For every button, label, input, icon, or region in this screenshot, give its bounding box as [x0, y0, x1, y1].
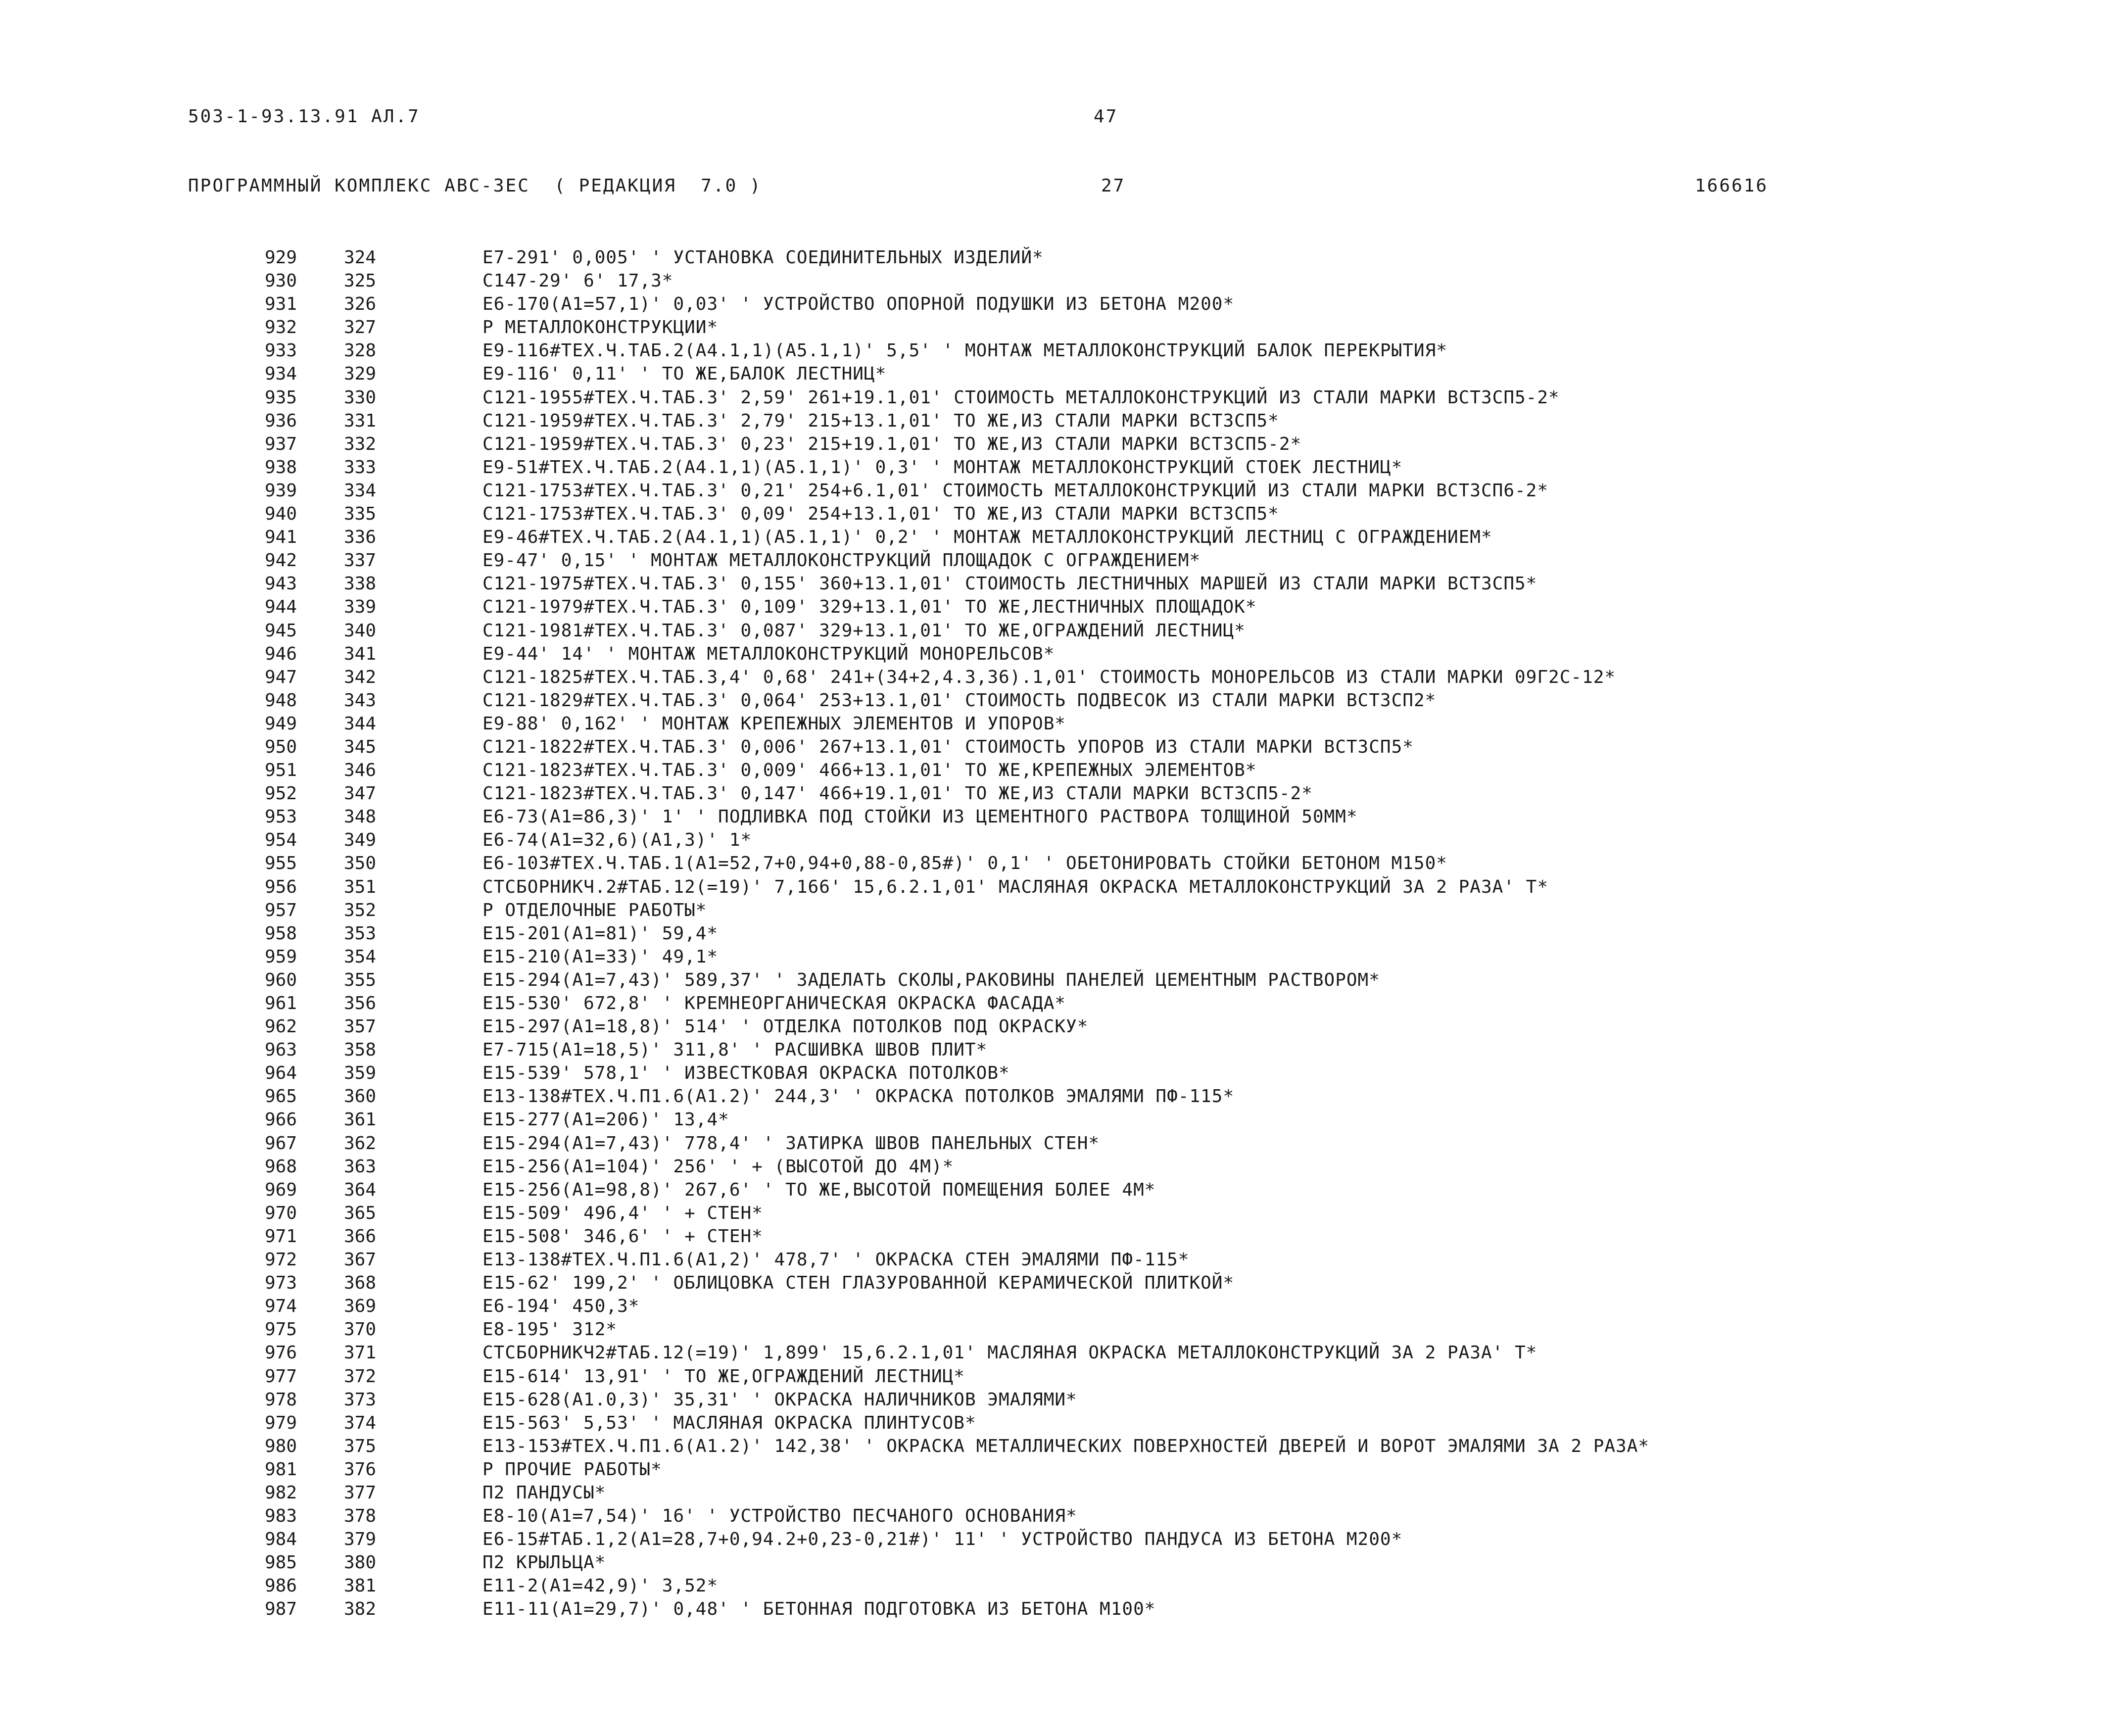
- listing-row: [0, 1202, 2113, 1225]
- listing-row: [0, 502, 2113, 526]
- line-sequence-number: 979: [264, 1412, 297, 1433]
- listing-row: [0, 292, 2113, 316]
- line-sequence-number: 934: [264, 364, 297, 385]
- line-item-text: E6-194' 450,3*: [482, 1296, 640, 1317]
- line-sequence-number: 972: [264, 1250, 297, 1270]
- listing-row: [0, 456, 2113, 479]
- line-item-text: E15-297(A1=18,8)' 514' ' ОТДЕЛКА ПОТОЛКОВ ПОД ОКРАСКУ*: [482, 1016, 1089, 1037]
- line-item-text: C121-1823#TEX.Ч.ТАБ.3' 0,147' 466+19.1,01' ТО ЖЕ,ИЗ СТАЛИ МАРКИ ВСТ3СП5-2*: [482, 783, 1313, 804]
- line-sequence-number: 952: [264, 783, 297, 804]
- line-item-number: 326: [343, 294, 376, 315]
- line-sequence-number: 976: [264, 1343, 297, 1363]
- line-item-number: 346: [343, 760, 376, 781]
- listing-row: [0, 269, 2113, 292]
- line-item-number: 352: [343, 900, 376, 920]
- listing-row: [0, 1271, 2113, 1295]
- line-sequence-number: 932: [264, 317, 297, 338]
- line-sequence-number: 943: [264, 574, 297, 594]
- line-sequence-number: 930: [264, 271, 297, 291]
- line-item-text: E15-277(A1=206)' 13,4*: [482, 1109, 729, 1130]
- line-item-number: 359: [343, 1063, 376, 1084]
- line-sequence-number: 984: [264, 1529, 297, 1550]
- line-item-text: E15-628(A1.0,3)' 35,31' ' ОКРАСКА НАЛИЧНИКОВ ЭМАЛЯМИ*: [482, 1389, 1077, 1410]
- listing-row: [0, 1504, 2113, 1528]
- line-item-number: 340: [343, 620, 376, 641]
- line-sequence-number: 942: [264, 550, 297, 571]
- listing-row: [0, 1528, 2113, 1551]
- estimate-listing: [0, 246, 2113, 1621]
- line-item-number: 342: [343, 667, 376, 687]
- line-item-text: C121-1825#TEX.Ч.ТАБ.3,4' 0,68' 241+(34+2,4.3,36).1,01' СТОИМОСТЬ МОНОРЕЛЬСОВ ИЗ СТАЛИ МАРКИ 09Г2С-12*: [482, 667, 1616, 687]
- listing-row: [0, 479, 2113, 502]
- listing-row: [0, 1108, 2113, 1131]
- line-item-number: 333: [343, 457, 376, 478]
- line-item-text: E13-138#TEX.Ч.П1.6(A1.2)' 244,3' ' ОКРАСКА ПОТОЛКОВ ЭМАЛЯМИ ПФ-115*: [482, 1086, 1235, 1107]
- listing-row: [0, 945, 2113, 968]
- listing-row: [0, 805, 2113, 828]
- line-item-text: E15-509' 496,4' ' + СТЕН*: [482, 1203, 763, 1223]
- listing-row: [0, 1318, 2113, 1341]
- line-item-number: 356: [343, 993, 376, 1013]
- line-item-number: 335: [343, 504, 376, 525]
- line-sequence-number: 980: [264, 1436, 297, 1456]
- line-sequence-number: 967: [264, 1133, 297, 1154]
- line-item-number: 362: [343, 1133, 376, 1154]
- line-item-text: E9-47' 0,15' ' МОНТАЖ МЕТАЛЛОКОНСТРУКЦИЙ ПЛОЩАДОК С ОГРАЖДЕНИЕМ*: [482, 550, 1201, 571]
- listing-row: [0, 1178, 2113, 1202]
- line-sequence-number: 954: [264, 830, 297, 851]
- line-item-text: CTCБОРНИКЧ.2#ТАБ.12(=19)' 7,166' 15,6.2.1,01' МАСЛЯНАЯ ОКРАСКА МЕТАЛЛОКОНСТРУКЦИЙ ЗА 2 РАЗА' Т*: [482, 876, 1549, 897]
- line-sequence-number: 947: [264, 667, 297, 687]
- line-item-text: E9-46#TEX.Ч.ТАБ.2(A4.1,1)(A5.1,1)' 0,2' ' МОНТАЖ МЕТАЛЛОКОНСТРУКЦИЙ ЛЕСТНИЦ С ОГРАЖДЕНИЕМ*: [482, 527, 1492, 548]
- listing-row: [0, 1411, 2113, 1435]
- line-item-text: E7-715(A1=18,5)' 311,8' ' РАСШИВКА ШВОВ ПЛИТ*: [482, 1040, 988, 1061]
- listing-row: [0, 619, 2113, 642]
- line-item-text: E8-195' 312*: [482, 1319, 618, 1340]
- listing-row: [0, 852, 2113, 875]
- listing-row: [0, 1574, 2113, 1597]
- listing-row: [0, 339, 2113, 362]
- listing-row: [0, 549, 2113, 572]
- line-sequence-number: 977: [264, 1366, 297, 1387]
- line-item-number: 349: [343, 830, 376, 851]
- line-sequence-number: 941: [264, 527, 297, 548]
- line-item-text: E15-210(A1=33)' 49,1*: [482, 946, 719, 967]
- document-code: 503-1-93.13.91 АЛ.7: [188, 106, 420, 127]
- line-sequence-number: 945: [264, 620, 297, 641]
- listing-row: [0, 1365, 2113, 1388]
- line-item-number: 371: [343, 1343, 376, 1363]
- line-item-number: 379: [343, 1529, 376, 1550]
- line-item-number: 364: [343, 1179, 376, 1200]
- line-item-text: E15-294(A1=7,43)' 778,4' ' ЗАТИРКА ШВОВ ПАНЕЛЬНЫХ СТЕН*: [482, 1133, 1100, 1154]
- line-item-text: E11-11(A1=29,7)' 0,48' ' БЕТОННАЯ ПОДГОТОВКА ИЗ БЕТОНА М100*: [482, 1599, 1156, 1620]
- line-sequence-number: 957: [264, 900, 297, 920]
- line-item-number: 381: [343, 1576, 376, 1596]
- line-sequence-number: 933: [264, 340, 297, 361]
- line-item-number: 377: [343, 1482, 376, 1503]
- line-item-number: 382: [343, 1599, 376, 1620]
- line-sequence-number: 963: [264, 1040, 297, 1061]
- line-item-text: C121-1829#TEX.Ч.ТАБ.3' 0,064' 253+13.1,01' СТОИМОСТЬ ПОДВЕСОК ИЗ СТАЛИ МАРКИ ВСТ3СП2*: [482, 690, 1437, 711]
- line-item-number: 374: [343, 1412, 376, 1433]
- listing-row: [0, 1085, 2113, 1108]
- line-item-text: E9-51#TEX.Ч.ТАБ.2(A4.1,1)(A5.1,1)' 0,3' ' МОНТАЖ МЕТАЛЛОКОНСТРУКЦИЙ СТОЕК ЛЕСТНИЦ*: [482, 457, 1403, 478]
- line-item-number: 363: [343, 1156, 376, 1177]
- line-item-text: E8-10(A1=7,54)' 16' ' УСТРОЙСТВО ПЕСЧАНОГО ОСНОВАНИЯ*: [482, 1506, 1077, 1527]
- line-item-text: CTCБОРНИКЧ2#ТАБ.12(=19)' 1,899' 15,6.2.1,01' МАСЛЯНАЯ ОКРАСКА МЕТАЛЛОКОНСТРУКЦИЙ ЗА 2 РАЗА' Т*: [482, 1343, 1537, 1363]
- line-sequence-number: 964: [264, 1063, 297, 1084]
- listing-row: [0, 1038, 2113, 1061]
- line-item-text: E9-44' 14' ' МОНТАЖ МЕТАЛЛОКОНСТРУКЦИЙ МОНОРЕЛЬСОВ*: [482, 643, 1055, 664]
- line-item-text: P МЕТАЛЛОКОНСТРУКЦИИ*: [482, 317, 719, 338]
- line-item-number: 376: [343, 1459, 376, 1480]
- line-item-number: 348: [343, 807, 376, 827]
- line-item-text: E13-153#TEX.Ч.П1.6(A1.2)' 142,38' ' ОКРАСКА МЕТАЛЛИЧЕСКИХ ПОВЕРХНОСТЕЙ ДВЕРЕЙ И ВОРОТ ЭМАЛЯМИ ЗА 2 РАЗА*: [482, 1436, 1650, 1456]
- line-sequence-number: 951: [264, 760, 297, 781]
- line-sequence-number: 973: [264, 1273, 297, 1294]
- line-sequence-number: 966: [264, 1109, 297, 1130]
- listing-row: [0, 689, 2113, 712]
- listing-row: [0, 922, 2113, 945]
- listing-row: [0, 386, 2113, 409]
- line-sequence-number: 978: [264, 1389, 297, 1410]
- line-item-text: П2 КРЫЛЬЦА*: [482, 1552, 606, 1573]
- document-id: 166616: [1695, 176, 1769, 196]
- line-item-number: 354: [343, 946, 376, 967]
- listing-row: [0, 899, 2113, 922]
- listing-row: [0, 1132, 2113, 1155]
- listing-row: [0, 828, 2113, 852]
- line-sequence-number: 987: [264, 1599, 297, 1620]
- line-sequence-number: 970: [264, 1203, 297, 1223]
- line-item-number: 344: [343, 713, 376, 734]
- listing-row: [0, 1225, 2113, 1248]
- line-item-number: 365: [343, 1203, 376, 1223]
- line-sequence-number: 962: [264, 1016, 297, 1037]
- line-item-text: E15-256(A1=98,8)' 267,6' ' ТО ЖЕ,ВЫСОТОЙ ПОМЕЩЕНИЯ БОЛЕЕ 4М*: [482, 1179, 1156, 1200]
- line-sequence-number: 965: [264, 1086, 297, 1107]
- line-item-number: 372: [343, 1366, 376, 1387]
- line-item-number: 328: [343, 340, 376, 361]
- line-sequence-number: 944: [264, 597, 297, 618]
- line-item-number: 351: [343, 876, 376, 897]
- line-item-number: 368: [343, 1273, 376, 1294]
- line-item-number: 345: [343, 736, 376, 757]
- listing-row: [0, 1435, 2113, 1458]
- listing-row: [0, 409, 2113, 433]
- line-sequence-number: 961: [264, 993, 297, 1013]
- line-item-number: 329: [343, 364, 376, 385]
- line-item-text: P ОТДЕЛОЧНЫЕ РАБОТЫ*: [482, 900, 707, 920]
- line-item-number: 375: [343, 1436, 376, 1456]
- line-sequence-number: 935: [264, 387, 297, 408]
- line-item-text: E7-291' 0,005' ' УСТАНОВКА СОЕДИНИТЕЛЬНЫХ ИЗДЕЛИЙ*: [482, 247, 1044, 268]
- line-item-number: 338: [343, 574, 376, 594]
- line-item-number: 332: [343, 434, 376, 454]
- line-item-number: 330: [343, 387, 376, 408]
- listing-row: [0, 1481, 2113, 1504]
- listing-row: [0, 316, 2113, 339]
- line-item-text: C121-1822#TEX.Ч.ТАБ.3' 0,006' 267+13.1,01' СТОИМОСТЬ УПОРОВ ИЗ СТАЛИ МАРКИ ВСТ3СП5*: [482, 736, 1414, 757]
- line-item-text: E11-2(A1=42,9)' 3,52*: [482, 1576, 719, 1596]
- line-sequence-number: 982: [264, 1482, 297, 1503]
- line-sequence-number: 974: [264, 1296, 297, 1317]
- listing-row: [0, 782, 2113, 805]
- line-item-text: E6-103#TEX.Ч.ТАБ.1(A1=52,7+0,94+0,88-0,85#)' 0,1' ' ОБЕТОНИРОВАТЬ СТОЙКИ БЕТОНОМ М150*: [482, 853, 1447, 874]
- listing-row: [0, 735, 2113, 759]
- line-item-text: E9-116#TEX.Ч.ТАБ.2(A4.1,1)(A5.1,1)' 5,5' ' МОНТАЖ МЕТАЛЛОКОНСТРУКЦИЙ БАЛОК ПЕРЕКРЫТИЯ*: [482, 340, 1447, 361]
- line-item-text: C121-1823#TEX.Ч.ТАБ.3' 0,009' 466+13.1,01' ТО ЖЕ,КРЕПЕЖНЫХ ЭЛЕМЕНТОВ*: [482, 760, 1257, 781]
- line-item-number: 378: [343, 1506, 376, 1527]
- line-item-text: E6-73(A1=86,3)' 1' ' ПОДЛИВКА ПОД СТОЙКИ ИЗ ЦЕМЕНТНОГО РАСТВОРА ТОЛЩИНОЙ 50ММ*: [482, 807, 1358, 827]
- line-item-text: E6-15#ТАБ.1,2(A1=28,7+0,94.2+0,23-0,21#)' 11' ' УСТРОЙСТВО ПАНДУСА ИЗ БЕТОНА М200*: [482, 1529, 1403, 1550]
- line-sequence-number: 929: [264, 247, 297, 268]
- line-sequence-number: 960: [264, 969, 297, 990]
- line-item-number: 350: [343, 853, 376, 874]
- line-item-number: 343: [343, 690, 376, 711]
- line-sequence-number: 981: [264, 1459, 297, 1480]
- line-item-text: P ПРОЧИЕ РАБОТЫ*: [482, 1459, 662, 1480]
- line-item-text: E15-508' 346,6' ' + СТЕН*: [482, 1226, 763, 1247]
- line-item-text: П2 ПАНДУСЫ*: [482, 1482, 606, 1503]
- line-item-number: 334: [343, 480, 376, 501]
- line-sequence-number: 955: [264, 853, 297, 874]
- line-item-number: 336: [343, 527, 376, 548]
- line-item-text: E15-614' 13,91' ' ТО ЖЕ,ОГРАЖДЕНИЙ ЛЕСТНИЦ*: [482, 1366, 965, 1387]
- listing-row: [0, 433, 2113, 456]
- listing-row: [0, 595, 2113, 619]
- listing-row: [0, 1597, 2113, 1621]
- line-sequence-number: 968: [264, 1156, 297, 1177]
- line-item-number: 325: [343, 271, 376, 291]
- line-item-number: 339: [343, 597, 376, 618]
- line-item-number: 353: [343, 923, 376, 944]
- line-item-text: C121-1981#TEX.Ч.ТАБ.3' 0,087' 329+13.1,01' ТО ЖЕ,ОГРАЖДЕНИЙ ЛЕСТНИЦ*: [482, 620, 1246, 641]
- line-sequence-number: 969: [264, 1179, 297, 1200]
- line-item-text: E15-62' 199,2' ' ОБЛИЦОВКА СТЕН ГЛАЗУРОВАННОЙ КЕРАМИЧЕСКОЙ ПЛИТКОЙ*: [482, 1273, 1235, 1294]
- line-item-number: 331: [343, 410, 376, 431]
- line-sequence-number: 953: [264, 807, 297, 827]
- line-item-text: C121-1955#TEX.Ч.ТАБ.3' 2,59' 261+19.1,01' СТОИМОСТЬ МЕТАЛЛОКОНСТРУКЦИЙ ИЗ СТАЛИ МАРКИ ВСТ3СП5-2*: [482, 387, 1560, 408]
- line-item-text: C121-1753#TEX.Ч.ТАБ.3' 0,21' 254+6.1,01' СТОИМОСТЬ МЕТАЛЛОКОНСТРУКЦИЙ ИЗ СТАЛИ МАРКИ ВСТ3СП6-2*: [482, 480, 1549, 501]
- line-item-text: C147-29' 6' 17,3*: [482, 271, 673, 291]
- line-item-text: E13-138#TEX.Ч.П1.6(A1,2)' 478,7' ' ОКРАСКА СТЕН ЭМАЛЯМИ ПФ-115*: [482, 1250, 1190, 1270]
- program-title: ПРОГРАММНЫЙ КОМПЛЕКС АВС-3ЕС ( РЕДАКЦИЯ 7.0 ): [188, 176, 762, 196]
- line-item-text: C121-1975#TEX.Ч.ТАБ.3' 0,155' 360+13.1,01' СТОИМОСТЬ ЛЕСТНИЧНЫХ МАРШЕЙ ИЗ СТАЛИ МАРКИ ВСТ3СП5*: [482, 574, 1537, 594]
- listing-row: [0, 666, 2113, 689]
- sub-page-number: 27: [1101, 176, 1126, 196]
- line-sequence-number: 975: [264, 1319, 297, 1340]
- line-item-number: 327: [343, 317, 376, 338]
- line-item-text: E9-88' 0,162' ' МОНТАЖ КРЕПЕЖНЫХ ЭЛЕМЕНТОВ И УПОРОВ*: [482, 713, 1066, 734]
- line-item-text: C121-1753#TEX.Ч.ТАБ.3' 0,09' 254+13.1,01' ТО ЖЕ,ИЗ СТАЛИ МАРКИ ВСТ3СП5*: [482, 504, 1279, 525]
- line-sequence-number: 971: [264, 1226, 297, 1247]
- line-sequence-number: 938: [264, 457, 297, 478]
- listing-row: [0, 1015, 2113, 1038]
- listing-row: [0, 1551, 2113, 1574]
- line-item-text: E15-539' 578,1' ' ИЗВЕСТКОВАЯ ОКРАСКА ПОТОЛКОВ*: [482, 1063, 1010, 1084]
- listing-row: [0, 1248, 2113, 1271]
- line-sequence-number: 939: [264, 480, 297, 501]
- listing-row: [0, 572, 2113, 595]
- line-item-number: 357: [343, 1016, 376, 1037]
- listing-row: [0, 759, 2113, 782]
- line-sequence-number: 958: [264, 923, 297, 944]
- listing-row: [0, 968, 2113, 992]
- line-item-number: 358: [343, 1040, 376, 1061]
- line-item-number: 324: [343, 247, 376, 268]
- line-item-text: E15-294(A1=7,43)' 589,37' ' ЗАДЕЛАТЬ СКОЛЫ,РАКОВИНЫ ПАНЕЛЕЙ ЦЕМЕНТНЫМ РАСТВОРОМ*: [482, 969, 1380, 990]
- listing-row: [0, 1341, 2113, 1364]
- line-item-text: C121-1959#TEX.Ч.ТАБ.3' 0,23' 215+19.1,01' ТО ЖЕ,ИЗ СТАЛИ МАРКИ ВСТ3СП5-2*: [482, 434, 1302, 454]
- line-item-text: E15-563' 5,53' ' МАСЛЯНАЯ ОКРАСКА ПЛИНТУСОВ*: [482, 1412, 976, 1433]
- line-sequence-number: 948: [264, 690, 297, 711]
- line-item-text: E15-201(A1=81)' 59,4*: [482, 923, 719, 944]
- line-sequence-number: 946: [264, 643, 297, 664]
- line-sequence-number: 983: [264, 1506, 297, 1527]
- line-sequence-number: 986: [264, 1576, 297, 1596]
- line-item-text: E6-170(A1=57,1)' 0,03' ' УСТРОЙСТВО ОПОРНОЙ ПОДУШКИ ИЗ БЕТОНА М200*: [482, 294, 1235, 315]
- line-sequence-number: 949: [264, 713, 297, 734]
- listing-row: [0, 1388, 2113, 1411]
- line-sequence-number: 959: [264, 946, 297, 967]
- line-sequence-number: 940: [264, 504, 297, 525]
- line-sequence-number: 936: [264, 410, 297, 431]
- line-item-text: E9-116' 0,11' ' ТО ЖЕ,БАЛОК ЛЕСТНИЦ*: [482, 364, 887, 385]
- line-sequence-number: 950: [264, 736, 297, 757]
- line-item-text: E15-530' 672,8' ' КРЕМНЕОРГАНИЧЕСКАЯ ОКРАСКА ФАСАДА*: [482, 993, 1066, 1013]
- line-item-number: 341: [343, 643, 376, 664]
- listing-row: [0, 712, 2113, 735]
- line-item-number: 337: [343, 550, 376, 571]
- page-number: 47: [1094, 106, 1118, 127]
- line-item-number: 355: [343, 969, 376, 990]
- listing-row: [0, 1295, 2113, 1318]
- listing-row: [0, 875, 2113, 899]
- listing-row: [0, 526, 2113, 549]
- line-item-number: 366: [343, 1226, 376, 1247]
- line-sequence-number: 956: [264, 876, 297, 897]
- line-item-number: 347: [343, 783, 376, 804]
- listing-row: [0, 1458, 2113, 1481]
- listing-row: [0, 246, 2113, 269]
- listing-row: [0, 642, 2113, 666]
- line-item-text: C121-1979#TEX.Ч.ТАБ.3' 0,109' 329+13.1,01' ТО ЖЕ,ЛЕСТНИЧНЫХ ПЛОЩАДОК*: [482, 597, 1257, 618]
- line-sequence-number: 985: [264, 1552, 297, 1573]
- line-item-number: 380: [343, 1552, 376, 1573]
- listing-row: [0, 1061, 2113, 1085]
- line-item-text: C121-1959#TEX.Ч.ТАБ.3' 2,79' 215+13.1,01' ТО ЖЕ,ИЗ СТАЛИ МАРКИ ВСТ3СП5*: [482, 410, 1279, 431]
- listing-row: [0, 1155, 2113, 1178]
- listing-row: [0, 992, 2113, 1015]
- line-item-text: E6-74(A1=32,6)(A1,3)' 1*: [482, 830, 752, 851]
- line-sequence-number: 937: [264, 434, 297, 454]
- line-item-number: 369: [343, 1296, 376, 1317]
- line-item-number: 361: [343, 1109, 376, 1130]
- listing-row: [0, 362, 2113, 386]
- line-item-number: 367: [343, 1250, 376, 1270]
- line-sequence-number: 931: [264, 294, 297, 315]
- line-item-number: 370: [343, 1319, 376, 1340]
- line-item-number: 360: [343, 1086, 376, 1107]
- line-item-text: E15-256(A1=104)' 256' ' + (ВЫСОТОЙ ДО 4М)*: [482, 1156, 954, 1177]
- line-item-number: 373: [343, 1389, 376, 1410]
